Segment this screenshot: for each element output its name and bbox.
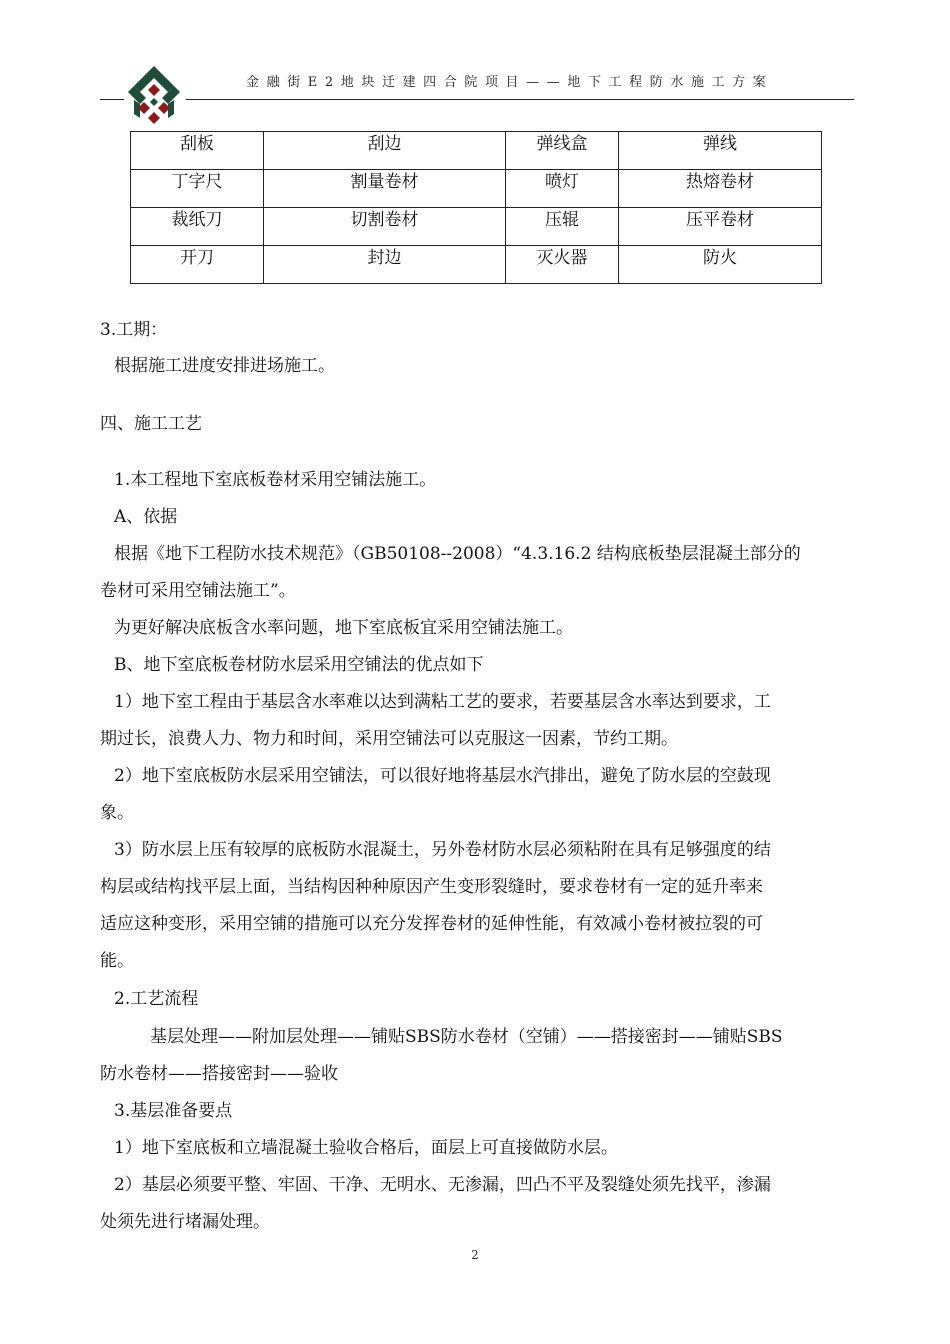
advantage-3-line-2: 构层或结构找平层上面，当结构因种种原因产生变形裂缝时，要求卷材有一定的延升率来 xyxy=(100,877,763,897)
item-1-text: 1.本工程地下室底板卷材采用空铺法施工。 xyxy=(114,470,437,490)
company-logo-icon xyxy=(124,62,184,130)
table-cell: 压平卷材 xyxy=(619,208,822,246)
table-cell: 热熔卷材 xyxy=(619,170,822,208)
table-cell: 切割卷材 xyxy=(264,208,506,246)
process-flow-line-1: 基层处理——附加层处理——铺贴SBS防水卷材（空铺）——搭接密封——铺贴SBS xyxy=(150,1027,783,1047)
advantage-1-line-2: 期过长，浪费人力、物力和时间，采用空铺法可以克服这一因素，节约工期。 xyxy=(100,729,678,749)
table-cell: 割量卷材 xyxy=(264,170,506,208)
subheading-basis: A、依据 xyxy=(114,507,178,527)
base-point-2-line-2: 处须先进行堵漏处理。 xyxy=(100,1212,270,1232)
header-rule-right xyxy=(186,99,854,100)
table-cell: 喷灯 xyxy=(506,170,619,208)
advantage-2-line-1: 2）地下室底板防水层采用空铺法，可以很好地将基层水汽排出，避免了防水层的空鼓现 xyxy=(114,766,771,786)
table-cell: 弹线 xyxy=(619,132,822,170)
table-cell: 压辊 xyxy=(506,208,619,246)
page-number: 2 xyxy=(471,1248,479,1262)
table-cell: 灭火器 xyxy=(506,246,619,284)
section-title-process: 四、施工工艺 xyxy=(100,414,202,434)
table-cell: 封边 xyxy=(264,246,506,284)
base-point-1: 1）地下室底板和立墙混凝土验收合格后，面层上可直接做防水层。 xyxy=(114,1138,618,1158)
base-point-2-line-1: 2）基层必须要平整、牢固、干净、无明水、无渗漏，凹凸不平及裂缝处须先找平，渗漏 xyxy=(114,1175,771,1195)
advantage-3-line-1: 3）防水层上压有较厚的底板防水混凝土，另外卷材防水层必须粘附在具有足够强度的结 xyxy=(114,840,771,860)
table-cell: 丁字尺 xyxy=(131,170,264,208)
document-header-title: 金融街E2地块迁建四合院项目——地下工程防水施工方案 xyxy=(246,75,774,90)
table-row xyxy=(131,132,822,170)
basis-line-2: 卷材可采用空铺法施工”。 xyxy=(100,581,296,601)
advantage-2-line-2: 象。 xyxy=(100,803,134,823)
header-rule-left xyxy=(100,99,124,100)
advantage-1-line-1: 1）地下室工程由于基层含水率难以达到满粘工艺的要求，若要基层含水率达到要求，工 xyxy=(114,692,771,712)
table-cell: 弹线盒 xyxy=(506,132,619,170)
table-cell: 裁纸刀 xyxy=(131,208,264,246)
basis-line-1: 根据《地下工程防水技术规范》（GB50108--2008）“4.3.16.2 结构底板垫层混凝土部分的 xyxy=(114,544,801,564)
process-flow-line-2: 防水卷材——搭接密封——验收 xyxy=(100,1064,338,1084)
item-2-title: 2.工艺流程 xyxy=(114,989,199,1009)
table-cell: 开刀 xyxy=(131,246,264,284)
item-3-title: 3.基层准备要点 xyxy=(114,1101,233,1121)
table-row xyxy=(131,246,822,284)
table-row xyxy=(131,208,822,246)
table-row xyxy=(131,170,822,208)
advantage-3-line-3: 适应这种变形，采用空铺的措施可以充分发挥卷材的延伸性能，有效减小卷材被拉裂的可 xyxy=(100,914,763,934)
table-cell: 刮边 xyxy=(264,132,506,170)
basis-text-2: 为更好解决底板含水率问题，地下室底板宜采用空铺法施工。 xyxy=(114,618,573,638)
subheading-advantages: B、地下室底板卷材防水层采用空铺法的优点如下 xyxy=(114,655,484,675)
tools-table xyxy=(130,131,822,284)
table-cell: 防火 xyxy=(619,246,822,284)
schedule-text: 根据施工进度安排进场施工。 xyxy=(114,356,335,376)
section-heading-schedule: 3.工期： xyxy=(100,320,168,340)
table-cell: 刮板 xyxy=(131,132,264,170)
advantage-3-line-4: 能。 xyxy=(100,951,134,971)
